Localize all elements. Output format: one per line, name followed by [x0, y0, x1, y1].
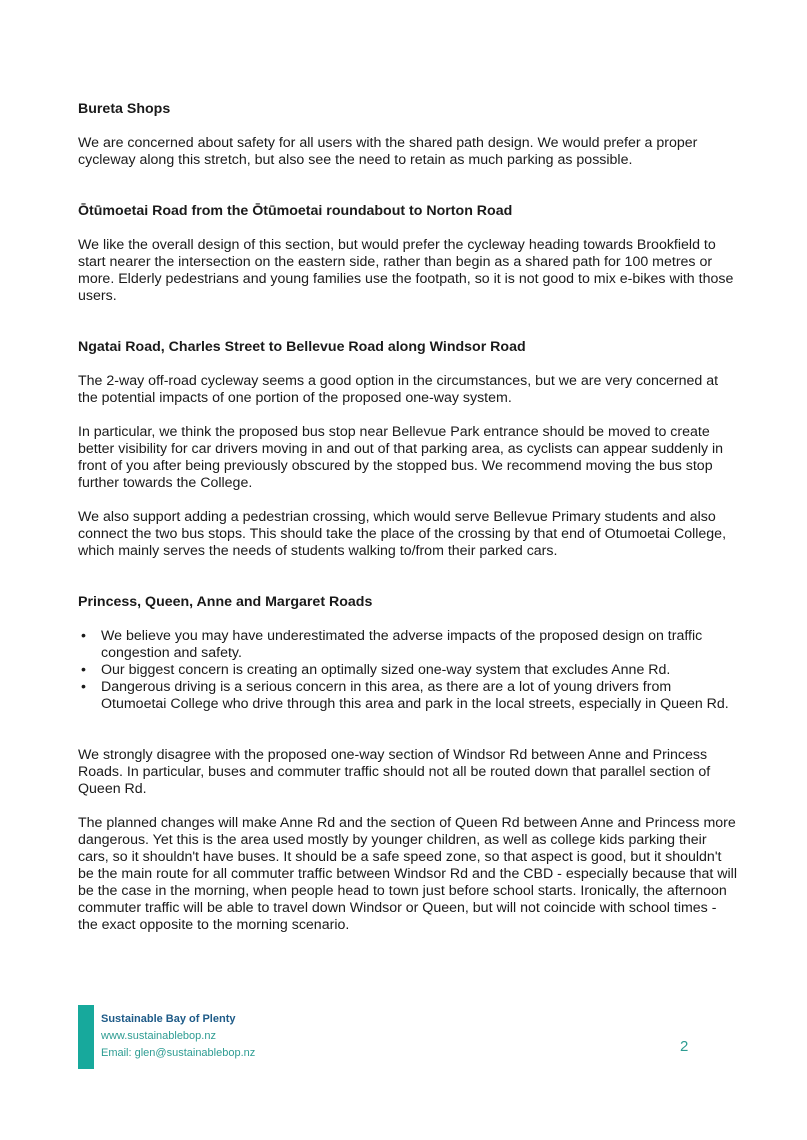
- list-item: • Dangerous driving is a serious concern in this area, as there are a lot of young drivers from Otumoetai College who drive through this area and park in the local streets, especially in Queen Rd.: [78, 679, 738, 713]
- paragraph: The 2-way off-road cycleway seems a good option in the circumstances, but we are very concerned at the potential impacts of one portion of the proposed one-way system.: [78, 373, 719, 406]
- footer-org-name: Sustainable Bay of Plenty: [101, 1013, 236, 1025]
- footer: [78, 1005, 718, 1069]
- paragraph: We also support adding a pedestrian crossing, which would serve Bellevue Primary students and also connect the two bus stops. This should take the place of the crossing by that end of Otumoetai College, which mainly serves the needs of students walking to/from their parked cars.: [78, 509, 727, 559]
- page-number: 2: [680, 1038, 689, 1055]
- bullet-list: [78, 628, 738, 713]
- list-item: • Our biggest concern is creating an optimally sized one-way system that excludes Anne Rd.: [78, 662, 738, 679]
- paragraph: We like the overall design of this section, but would prefer the cycleway heading towards Brookfield to start nearer the intersection on the eastern side, rather than begin as a shared path for 100 metres or more. Elderly pedestrians and young families use the footpath, so it is not good to mix e-bikes with those users.: [78, 237, 734, 304]
- paragraph: We are concerned about safety for all users with the shared path design. We would prefer a proper cycleway along this stretch, but also see the need to retain as much parking as possible.: [78, 135, 698, 168]
- section-heading-ngatai-road: Ngatai Road, Charles Street to Bellevue Road along Windsor Road: [78, 339, 526, 355]
- paragraph: We strongly disagree with the proposed one-way section of Windsor Rd between Anne and Princess Roads. In particular, buses and commuter traffic should not all be routed down that parallel section of Queen Rd.: [78, 747, 711, 797]
- paragraph: In particular, we think the proposed bus stop near Bellevue Park entrance should be moved to create better visibility for car drivers moving in and out of that parking area, as cyclists can appear suddenly in front of you after being previously obscured by the stopped bus. We recommend moving the bus stop further towards the College.: [78, 424, 724, 491]
- footer-accent-bar: [78, 1005, 94, 1069]
- section-heading-princess-queen-anne-margaret: Princess, Queen, Anne and Margaret Roads: [78, 594, 373, 610]
- footer-email-link[interactable]: Email: glen@sustainablebop.nz: [101, 1047, 256, 1059]
- section-heading-bureta-shops: Bureta Shops: [78, 101, 171, 117]
- list-item: • We believe you may have underestimated the adverse impacts of the proposed design on traffic congestion and safety.: [78, 628, 738, 662]
- footer-website-link[interactable]: www.sustainablebop.nz: [101, 1030, 216, 1042]
- document-body: [78, 101, 738, 934]
- paragraph: The planned changes will make Anne Rd and the section of Queen Rd between Anne and Princess more dangerous. Yet this is the area used mostly by younger children, as well as college kids parking their cars, so it shouldn't have buses. It should be a safe speed zone, so that aspect is good, but it shouldn't be the main route for all commuter traffic between Windsor Rd and the CBD - especially because that will be the case in the morning, when people head to town just before school starts. Ironically, the afternoon commuter traffic will be able to travel down Windsor or Queen, but will not coincide with school times - the exact opposite to the morning scenario.: [78, 815, 737, 933]
- section-heading-otumoetai-road: Ōtūmoetai Road from the Ōtūmoetai roundabout to Norton Road: [78, 203, 513, 219]
- footer-contact: [101, 1011, 255, 1062]
